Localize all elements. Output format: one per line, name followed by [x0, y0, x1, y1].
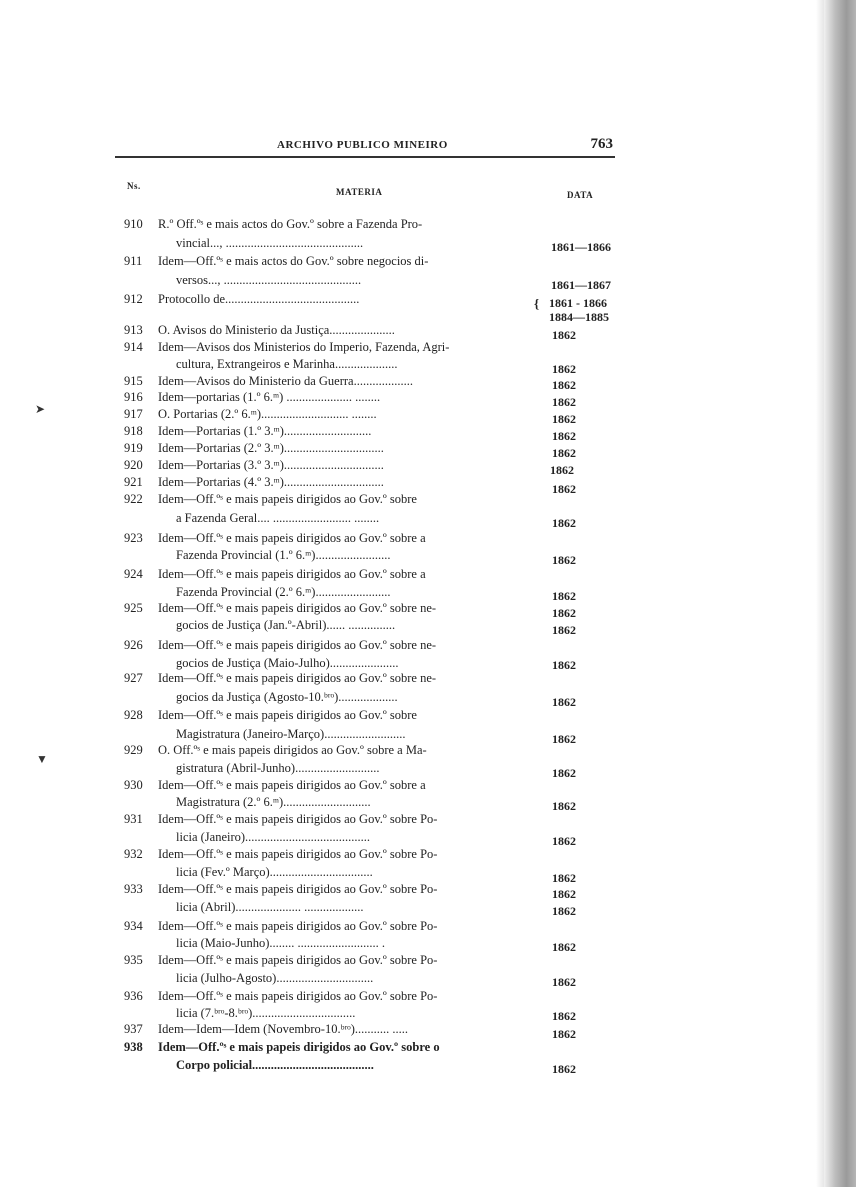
- entry-number: 912: [124, 292, 143, 306]
- entry-number: 927: [124, 671, 143, 685]
- entry-text-line: Idem—Off.ºˢ e mais actos do Gov.º sobre negocios di-: [158, 254, 429, 268]
- entry-date: 1861—1867: [551, 278, 611, 292]
- entry-text-line: vincial..., ............................................: [176, 236, 364, 250]
- column-header-materia: MATERIA: [336, 187, 383, 197]
- entry-number: 923: [124, 531, 143, 545]
- entry-text-line: licia (7.ᵇʳᵒ-8.ᵇʳᵒ).................................: [176, 1006, 356, 1020]
- entry-text-line: Fazenda Provincial (1.º 6.ᵐ)........................: [176, 548, 391, 562]
- entry-text-line: Idem—portarias (1.º 6.ᵐ) ..................... ........: [158, 390, 381, 404]
- entry-number: 924: [124, 567, 143, 581]
- entry-date: 1862: [552, 940, 576, 954]
- entry-number: 915: [124, 374, 143, 388]
- entry-text-line: R.º Off.ºˢ e mais actos do Gov.º sobre a Fazenda Pro-: [158, 217, 423, 231]
- entry-date: 1862: [552, 516, 576, 530]
- entry-number: 918: [124, 424, 143, 438]
- entry-text-line: Idem—Off.ºˢ e mais papeis dirigidos ao Gov.º sobre Po-: [158, 812, 438, 826]
- entry-number: 932: [124, 847, 143, 861]
- entry-date: 1862: [552, 395, 576, 409]
- scan-shadow: [816, 0, 824, 1187]
- entry-text-line: Magistratura (2.º 6.ᵐ)............................: [176, 795, 371, 809]
- entry-number: 914: [124, 340, 143, 354]
- entry-text-line: Idem—Off.ºˢ e mais papeis dirigidos ao Gov.º sobre ne-: [158, 601, 437, 615]
- entry-date: 1862: [552, 378, 576, 392]
- entry-text-line: Idem—Off.ºˢ e mais papeis dirigidos ao Gov.º sobre a: [158, 567, 426, 581]
- entry-text-line: versos..., ............................................: [176, 273, 362, 287]
- entry-date: 1862: [552, 482, 576, 496]
- entry-text-line: Idem—Off.ºˢ e mais papeis dirigidos ao Gov.º sobre a: [158, 778, 426, 792]
- entry-date: 1862: [552, 658, 576, 672]
- entry-text-line: Idem—Off.ºˢ e mais papeis dirigidos ao Gov.º sobre ne-: [158, 638, 437, 652]
- entry-date: 1862: [552, 606, 576, 620]
- entry-date: 1862: [552, 328, 576, 342]
- entry-number: 926: [124, 638, 143, 652]
- entry-text-line: Corpo policial.......................................: [176, 1058, 374, 1072]
- entry-date: 1862: [552, 766, 576, 780]
- entry-text-line: gocios de Justiça (Jan.º-Abril)...... ...............: [176, 618, 396, 632]
- entry-number: 936: [124, 989, 143, 1003]
- entry-text-line: Idem—Off.ºˢ e mais papeis dirigidos ao Gov.º sobre: [158, 492, 417, 506]
- entry-text-line: Idem—Portarias (4.º 3.ᵐ)................................: [158, 475, 384, 489]
- entry-text-line: Idem—Off.ºˢ e mais papeis dirigidos ao Gov.º sobre Po-: [158, 919, 438, 933]
- entry-date: 1862: [552, 553, 576, 567]
- entry-date: 1862: [552, 446, 576, 460]
- entry-text-line: cultura, Extrangeiros e Marinha....................: [176, 357, 398, 371]
- entry-date: 1862: [552, 1027, 576, 1041]
- entry-number: 910: [124, 217, 143, 231]
- entry-number: 913: [124, 323, 143, 337]
- entry-number: 937: [124, 1022, 143, 1036]
- entry-text-line: Idem—Avisos do Ministerio da Guerra...................: [158, 374, 413, 388]
- entry-number: 917: [124, 407, 143, 421]
- running-head-title: ARCHIVO PUBLICO MINEIRO: [277, 139, 448, 151]
- entry-date: 1862: [552, 695, 576, 709]
- entry-text-line: licia (Fev.º Março).................................: [176, 865, 373, 879]
- entry-text-line: Idem—Off.ºˢ e mais papeis dirigidos ao Gov.º sobre ne-: [158, 671, 437, 685]
- entry-date: 1862: [552, 412, 576, 426]
- entry-number: 938: [124, 1040, 143, 1054]
- entry-date: 1862: [552, 732, 576, 746]
- column-header-ns: Ns.: [127, 181, 141, 191]
- entry-number: 922: [124, 492, 143, 506]
- entry-date: 1862: [550, 463, 574, 477]
- entry-date: 1862: [552, 799, 576, 813]
- entry-date: 1862: [552, 1062, 576, 1076]
- entry-number: 919: [124, 441, 143, 455]
- entry-text-line: a Fazenda Geral.... ......................... ........: [176, 511, 380, 525]
- header-rule: [115, 156, 615, 158]
- entry-text-line: licia (Maio-Junho)........ .......................... .: [176, 936, 386, 950]
- entry-text-line: Idem—Portarias (2.º 3.ᵐ)................................: [158, 441, 384, 455]
- entry-date: 1862: [552, 975, 576, 989]
- entry-date: 1862: [552, 362, 576, 376]
- entry-text-line: O. Avisos do Ministerio da Justiça.....................: [158, 323, 395, 337]
- entry-text-line: Protocollo de...........................................: [158, 292, 360, 306]
- entry-text-line: O. Portarias (2.º 6.ᵐ)............................ ........: [158, 407, 377, 421]
- entry-date: 1862: [552, 623, 576, 637]
- entry-date: 1862: [552, 887, 576, 901]
- entry-number: 928: [124, 708, 143, 722]
- entry-text-line: O. Off.ºˢ e mais papeis dirigidos ao Gov.º sobre a Ma-: [158, 743, 427, 757]
- entry-text-line: licia (Julho-Agosto)...............................: [176, 971, 374, 985]
- entry-text-line: licia (Janeiro)........................................: [176, 830, 371, 844]
- entry-text-line: Idem—Off.ºˢ e mais papeis dirigidos ao Gov.º sobre Po-: [158, 882, 438, 896]
- entry-date: 1884—1885: [549, 310, 609, 324]
- entry-text-line: Idem—Off.ºˢ e mais papeis dirigidos ao Gov.º sobre Po-: [158, 989, 438, 1003]
- scan-edge: [824, 0, 856, 1187]
- running-head: [115, 136, 615, 156]
- entry-text-line: Fazenda Provincial (2.º 6.ᵐ)........................: [176, 585, 391, 599]
- entry-text-line: Idem—Off.ºˢ e mais papeis dirigidos ao Gov.º sobre Po-: [158, 847, 438, 861]
- entry-text-line: Idem—Idem—Idem (Novembro-10.ᵇʳᵒ)........... .....: [158, 1022, 409, 1036]
- entry-text-line: Idem—Off.ºˢ e mais papeis dirigidos ao Gov.º sobre o: [158, 1040, 440, 1054]
- page-number: 763: [590, 136, 613, 152]
- entry-text-line: licia (Abril)..................... ...................: [176, 900, 364, 914]
- entry-date: 1862: [552, 1009, 576, 1023]
- entry-number: 930: [124, 778, 143, 792]
- entry-text-line: Idem—Off.ºˢ e mais papeis dirigidos ao Gov.º sobre a: [158, 531, 426, 545]
- entry-date: 1862: [552, 429, 576, 443]
- entry-number: 920: [124, 458, 143, 472]
- entry-text-line: gocios de Justiça (Maio-Julho)......................: [176, 656, 399, 670]
- entry-number: 934: [124, 919, 143, 933]
- entry-text-line: gistratura (Abril-Junho)...........................: [176, 761, 380, 775]
- entry-date: 1861 - 1866: [549, 296, 607, 310]
- entry-text-line: Magistratura (Janeiro-Março)..........................: [176, 727, 406, 741]
- entry-date: 1862: [552, 904, 576, 918]
- entry-date: 1861—1866: [551, 240, 611, 254]
- entry-text-line: Idem—Avisos dos Ministerios do Imperio, Fazenda, Agri-: [158, 340, 450, 354]
- column-header-data: DATA: [567, 190, 594, 200]
- entry-number: 921: [124, 475, 143, 489]
- entry-number: 933: [124, 882, 143, 896]
- entry-date: 1862: [552, 871, 576, 885]
- entry-number: 935: [124, 953, 143, 967]
- entry-text-line: Idem—Portarias (1.º 3.ᵐ)............................: [158, 424, 372, 438]
- brace-mark: {: [534, 296, 540, 311]
- entry-text-line: Idem—Off.ºˢ e mais papeis dirigidos ao Gov.º sobre Po-: [158, 953, 438, 967]
- entry-number: 929: [124, 743, 143, 757]
- entry-text-line: Idem—Portarias (3.º 3.ᵐ)................................: [158, 458, 384, 472]
- entry-date: 1862: [552, 834, 576, 848]
- entry-text-line: Idem—Off.ºˢ e mais papeis dirigidos ao Gov.º sobre: [158, 708, 417, 722]
- entry-text-line: gocios da Justiça (Agosto-10.ᵇʳᵒ)...................: [176, 690, 398, 704]
- margin-arrow-mark: ➤: [35, 402, 46, 416]
- entry-number: 916: [124, 390, 143, 404]
- entry-number: 911: [124, 254, 143, 268]
- entry-date: 1862: [552, 589, 576, 603]
- entry-number: 931: [124, 812, 143, 826]
- margin-arrow-mark: ▼: [36, 752, 48, 766]
- entry-number: 925: [124, 601, 143, 615]
